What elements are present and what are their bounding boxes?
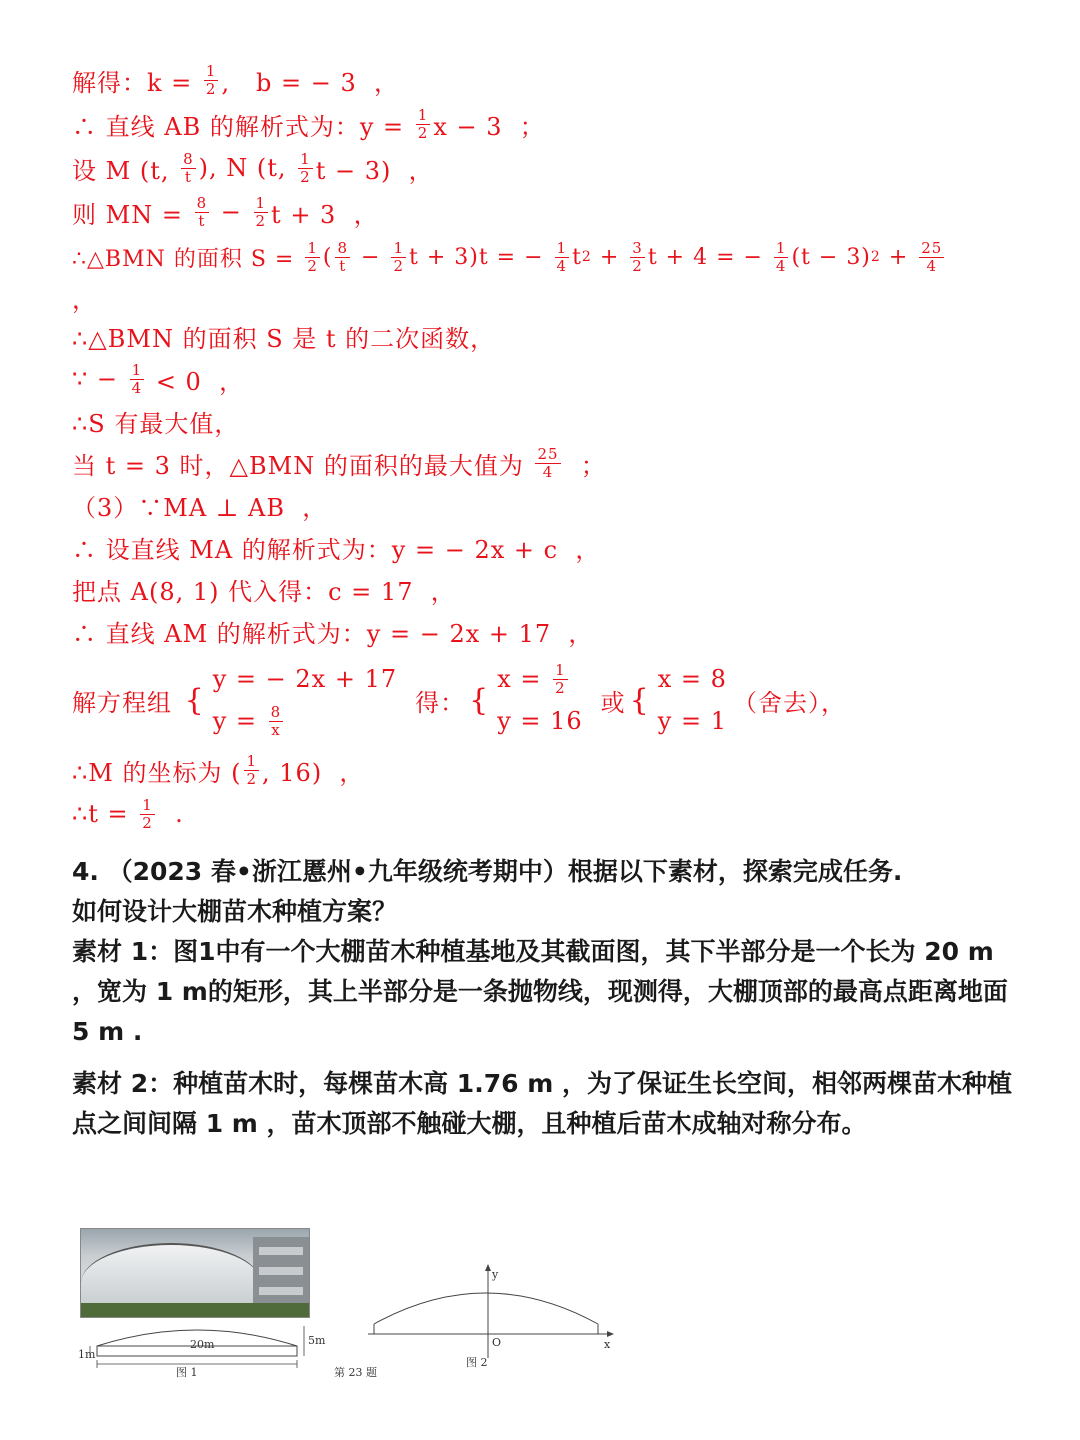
fig1-caption: 图 1 <box>176 1366 198 1379</box>
fraction: 8 t <box>183 149 194 186</box>
fraction: $\frac{1}{4}$ <box>775 238 787 275</box>
solution-line-3: 设 M (t, 8 t ), N (t, 1 2 t − 3) ， <box>72 149 434 186</box>
fraction: $\frac{1}{2}$ <box>142 795 153 832</box>
fraction: 1 2 <box>246 751 258 788</box>
solution-line-7: ∵ − $\frac{1}{4}$ < 0 ， <box>72 360 245 397</box>
solution-line-5b: ， <box>72 285 97 314</box>
y-axis-label: y <box>492 1268 499 1281</box>
fraction: $\frac{1}{4}$ <box>556 238 568 275</box>
figure-area <box>72 1222 632 1392</box>
solution-line-6: ∴△BMN 的面积 S 是 t 的二次函数， <box>72 324 496 353</box>
fraction: 8 t <box>337 238 349 275</box>
problem-statement <box>72 852 1022 1144</box>
solution-line-16: ∴t = $\frac{1}{2}$ . <box>72 795 184 832</box>
equation-system-2: { x = $\frac{1}{2}$ y = 16 <box>469 660 583 735</box>
solution-block <box>72 58 1032 836</box>
problem-question: 如何设计大棚苗木种植方案？ <box>72 897 398 926</box>
fraction: 1 2 <box>300 149 311 186</box>
solution-line-5: ∴△BMN 的面积 S = $\frac{1}{2}$ ( 8 t − $\frac{1}{2}$ t + 3)t = − $\frac{1}{4}$ t 2 + $\frac{3}{2}$ t + 4 = − $\frac{1}{4}$ (t − 3) 2 + $\frac{25}{4}$ <box>72 238 943 275</box>
solution-line-11: ∴ 设直线 MA 的解析式为：y = − 2x + c ， <box>72 535 601 564</box>
fraction: 25 4 <box>537 444 559 481</box>
fraction: $\frac{1}{2}$ <box>307 238 318 275</box>
solution-line-15: ∴M 的坐标为 ( 1 2 , 16) ， <box>72 751 365 788</box>
fraction: $\frac{8}{t}$ <box>196 193 208 230</box>
problem-title: 4. （2023 春•浙江慝州•九年级统考期中）根据以下素材，探索完成任务. <box>72 857 903 886</box>
equation-system-1: { y = − 2x + 17 y = $\frac{8}{x}$ <box>184 665 398 739</box>
solution-line-8: ∴S 有最大值， <box>72 409 240 438</box>
origin-label: O <box>492 1336 502 1349</box>
fig1-width-label: 20m <box>190 1338 215 1351</box>
fraction: $\frac{3}{2}$ <box>632 238 643 275</box>
fig1-side-label: 1m <box>78 1348 96 1361</box>
solution-line-13: ∴ 直线 AM 的解析式为：y = − 2x + 17 ， <box>72 619 594 648</box>
solution-line-12: 把点 A(8, 1) 代入得：c = 17 ， <box>72 577 456 606</box>
x-axis-label: x <box>604 1338 611 1351</box>
fig1-height-label: 5m <box>308 1334 326 1347</box>
equation-system-3: { x = 8 y = 1 <box>629 665 727 735</box>
solution-line-4: 则 MN = $\frac{8}{t}$ − $\frac{1}{2}$ t + 3 ， <box>72 193 379 230</box>
greenhouse-photo <box>80 1228 310 1318</box>
solution-line-10: （3）∵MA ⊥ AB ， <box>72 493 328 522</box>
fraction: $\frac{1}{2}$ <box>417 105 429 142</box>
fraction: $\frac{25}{4}$ <box>921 238 943 275</box>
solution-line-9: 当 t = 3 时，△BMN 的面积的最大值为 25 4 ； <box>72 444 606 481</box>
question-number: 第 23 题 <box>334 1366 377 1379</box>
solution-line-1: 解得：k = $\frac{1}{2}$ , b = − 3 ， <box>72 61 399 98</box>
material-2: 素材 2：种植苗木时，每棵苗木高 1.76 m ，为了保证生长空间，相邻两棵苗木种植点之间间隔 1 m ，苗木顶部不触碰大棚，且种植后苗木成轴对称分布。 <box>72 1069 1012 1138</box>
fraction: $\frac{1}{2}$ <box>393 238 404 275</box>
solution-line-14-system: 解方程组 { y = − 2x + 17 y = $\frac{8}{x}$ 得： { x = $\frac{1}{2}$ y = 16 或 { x = 8 y = 1 （舍去）， <box>72 652 1032 748</box>
solution-line-2: ∴ 直线 AB 的解析式为：y = $\frac{1}{2}$ x − 3 ； <box>72 105 545 142</box>
material-1: 素材 1：图1中有一个大棚苗木种植基地及其截面图，其下半部分是一个长为 20 m ，宽为 1 m的矩形，其上半部分是一条抛物线，现测得，大棚顶部的最高点距离地面 5 m . <box>72 937 1008 1046</box>
fraction: $\frac{1}{4}$ <box>131 360 143 397</box>
figure-2-coordinate <box>358 1262 618 1362</box>
fraction: $\frac{1}{2}$ <box>205 61 217 98</box>
fraction: $\frac{1}{2}$ <box>255 193 267 230</box>
fig2-caption: 图 2 <box>466 1356 488 1369</box>
